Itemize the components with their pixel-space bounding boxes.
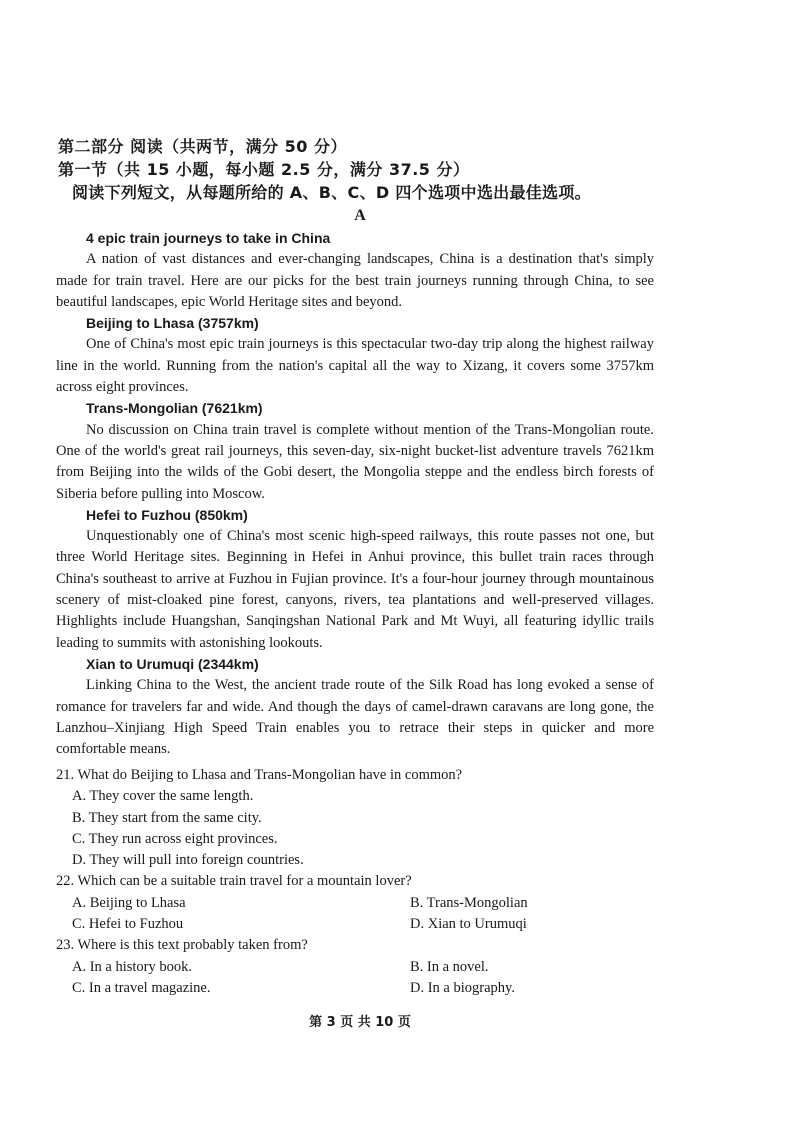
option-b[interactable]: B. Trans-Mongolian	[410, 894, 528, 911]
option-c[interactable]: C. Hefei to Fuzhou	[72, 916, 184, 933]
instruction-text: 阅读下列短文，从每题所给的 A、B、C、D 四个选项中选出最佳选项。	[72, 183, 591, 202]
question-22	[56, 871, 676, 935]
option-a[interactable]: A. Beijing to Lhasa	[72, 894, 186, 911]
option-a[interactable]: A. In a history book.	[72, 958, 193, 975]
route-heading: Hefei to Fuzhou (850km)	[86, 506, 248, 523]
question-stem: 22. Which can be a suitable train travel for a mountain lover?	[56, 873, 412, 890]
option-c[interactable]: C. They run across eight provinces.	[72, 830, 278, 847]
section-heading: 第一节（共 15 小题，每小题 2.5 分，满分 37.5 分）	[58, 160, 470, 179]
route-text: One of China's most epic train journeys is this spectacular two-day trip along the highest railway line in the world. Running from the nation's capital all the way to Xizang, it covers some 3757km across eight provinces.	[56, 336, 654, 396]
passage-article	[56, 228, 654, 760]
question-list	[56, 765, 676, 999]
route-heading: Xian to Urumuqi (2344km)	[86, 655, 259, 672]
option-b[interactable]: B. In a novel.	[410, 958, 489, 975]
option-d[interactable]: D. They will pull into foreign countries.	[72, 852, 304, 869]
passage-title: 4 epic train journeys to take in China	[86, 230, 331, 246]
route-text: No discussion on China train travel is complete without mention of the Trans-Mongolian route. One of the world's great rail journeys, this seven-day, six-night bucket-list adventure travels 7621km from Beijing into the wilds of the Gobi desert, the Mongolia steppe and the endless birch forests of Siberia before pulling into Moscow.	[56, 421, 654, 502]
question-21	[56, 765, 676, 871]
passage-intro: A nation of vast distances and ever-changing landscapes, China is a destination that's simply made for train travel. Here are our picks for the best train journeys running through China, to see beautiful landscapes, epic World Heritage sites and beyond.	[56, 251, 654, 310]
option-c[interactable]: C. In a travel magazine.	[72, 979, 211, 996]
passage-letter: A	[354, 207, 366, 224]
route-text: Unquestionably one of China's most scenic high-speed railways, this route passes not one, but three World Heritage sites. Beginning in Hefei in Anhui province, this bullet train races through China's southeast to arrive at Fuzhou in Fujian province. It's a four-hour journey through mountainous scenery of mist-cloaked pine forest, canyons, rivers, tea plantations and well-preserved villages. Highlights include Huangshan, Sanqingshan National Park and Mt Wuyi, all featuring idyllic trails leading to summits with astonishing lookouts.	[56, 528, 654, 651]
part-heading: 第二部分 阅读（共两节，满分 50 分）	[58, 137, 347, 156]
route-heading: Beijing to Lhasa (3757km)	[86, 315, 259, 332]
question-stem: 21. What do Beijing to Lhasa and Trans-Mongolian have in common?	[56, 767, 463, 783]
route-text: Linking China to the West, the ancient trade route of the Silk Road has long evoked a sense of romance for travelers far and wide. And though the days of camel-drawn caravans are long gone, the Lanzhou–Xinjiang High Speed Train enables you to retrace their steps in quicker and more comfortable means.	[56, 677, 654, 758]
option-d[interactable]: D. In a biography.	[410, 979, 515, 996]
option-a[interactable]: A. They cover the same length.	[72, 788, 254, 805]
question-stem: 23. Where is this text probably taken from?	[56, 937, 308, 954]
page-footer: 第 3 页 共 10 页	[309, 1015, 411, 1030]
option-d[interactable]: D. Xian to Urumuqi	[410, 916, 527, 933]
route-heading: Trans-Mongolian (7621km)	[86, 400, 263, 417]
question-23	[56, 935, 676, 999]
option-b[interactable]: B. They start from the same city.	[72, 809, 262, 826]
